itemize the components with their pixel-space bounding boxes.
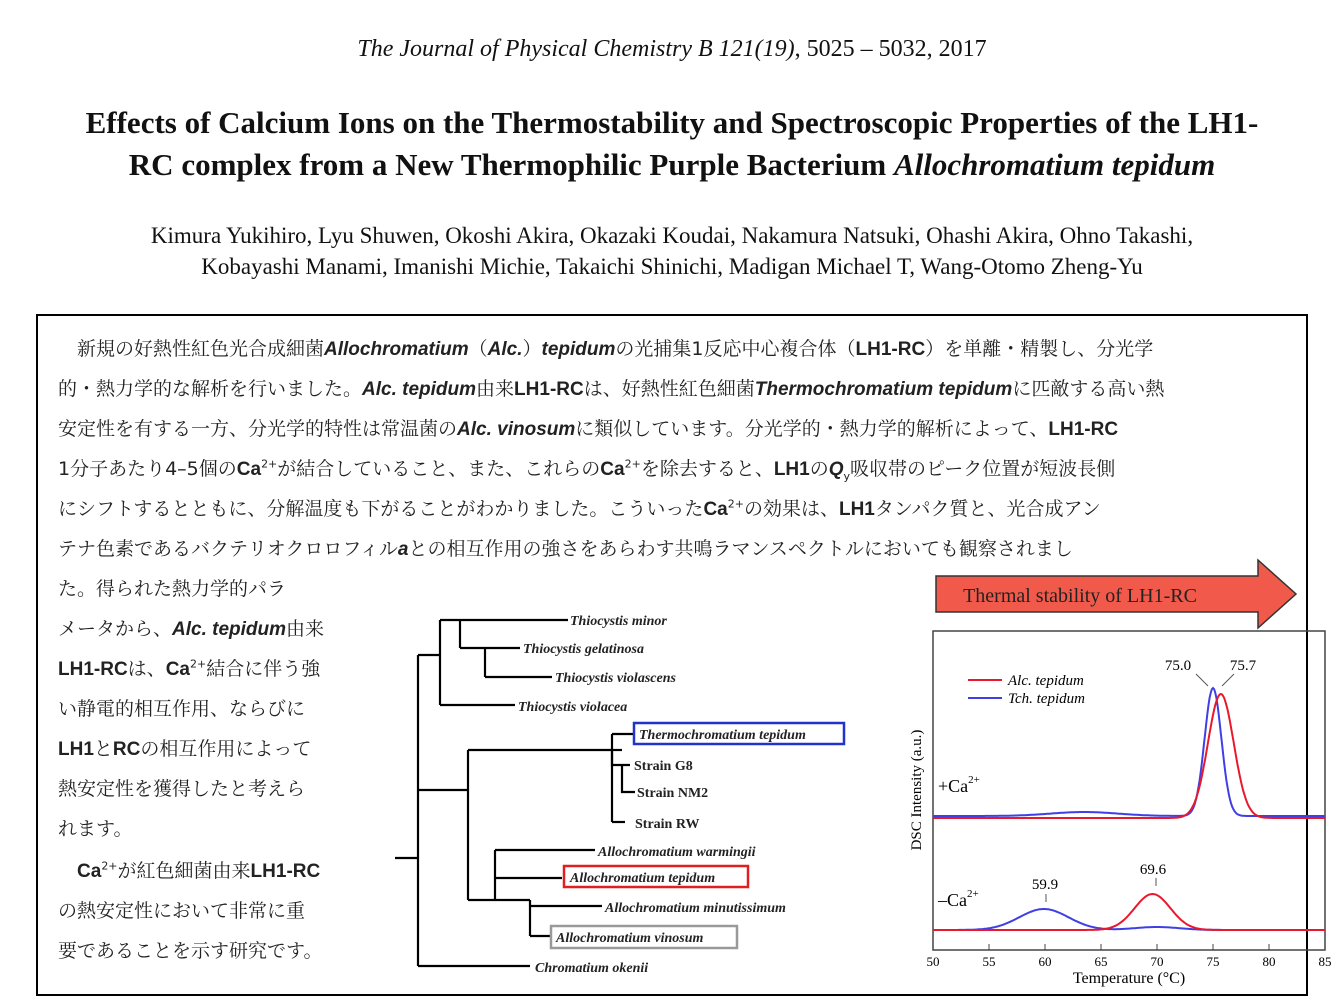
species: Alc. tepidum [172, 619, 287, 640]
author-list [20, 220, 1324, 282]
text: の相互作用によって [140, 738, 312, 760]
curve-alc-tepidum-plus-ca [933, 694, 1325, 818]
text: に類似しています。分光学的・熱力学的解析によって、 [575, 418, 1049, 440]
text: は、好熱性紅色細菌 [583, 378, 755, 400]
taxon-label: Chromatium okenii [535, 961, 649, 976]
taxon-label: Strain G8 [634, 759, 693, 774]
peak-leader [1222, 674, 1234, 686]
x-tick-label: 60 [1038, 954, 1052, 969]
panel-label-plus: $+Ca^{2+}$ [938, 774, 980, 796]
x-tick-label: 50 [926, 954, 940, 969]
legend-entry: Alc. tepidum [1008, 673, 1084, 689]
text: を除去すると、 [640, 458, 774, 480]
species: Allochromatium [324, 339, 469, 360]
left-line-3 [58, 654, 320, 681]
y-axis-label: DSC Intensity (a.u.) [909, 729, 925, 851]
left-line-7 [58, 814, 132, 841]
term: LH1 [838, 499, 875, 520]
peak-label: 75.7 [1229, 658, 1257, 674]
text [58, 860, 77, 882]
abstract-line-1 [58, 334, 1153, 361]
abstract-line-6 [58, 534, 1073, 561]
symbol: Q [828, 459, 844, 480]
left-line-9 [58, 896, 305, 923]
term: Ca [600, 459, 625, 480]
peak-label: 69.6 [1139, 862, 1167, 878]
text: の熱安定性において非常に重 [58, 900, 306, 922]
text: の [809, 458, 829, 480]
text: 新規の好熱性紅色光合成細菌 [58, 338, 325, 360]
x-axis-ticks [927, 944, 1332, 969]
species: tepidum [541, 339, 616, 360]
tree-labels [518, 614, 844, 976]
legend-entry: Tch. tepidum [1008, 691, 1085, 707]
abstract-line-3 [58, 414, 1118, 441]
authors-line-2: Kobayashi Manami, Imanishi Michie, Takaichi Shinichi, Madigan Michael T, Wang-Otomo Zheng-Yu [201, 254, 1143, 279]
text: の効果は、 [743, 498, 839, 520]
term: LH1-RC [250, 861, 321, 882]
text: 結合に伴う強 [206, 658, 321, 680]
taxon-label: Thiocystis gelatinosa [523, 642, 644, 657]
term: Ca [77, 861, 102, 882]
plot-frame [933, 631, 1325, 950]
term: Ca [165, 659, 190, 680]
title-line-2-italic: Allochromatium tepidum [893, 147, 1216, 182]
text: ）を単離・精製し、分光学 [925, 338, 1154, 360]
taxon-label: Thermochromatium tepidum [639, 728, 806, 743]
superscript: 2+ [261, 457, 278, 471]
x-axis-label: Temperature (°C) [1072, 970, 1186, 987]
term: LH1 [773, 459, 810, 480]
text: が結合していること、また、これらの [277, 458, 601, 480]
panel-label-minus: $-Ca^{2+}$ [938, 888, 979, 910]
title-line-2-plain: RC complex from a New Thermophilic Purple Bacterium [128, 147, 894, 182]
abstract-line-2 [58, 374, 1164, 401]
curve-alc-tepidum-minus-ca [933, 894, 1325, 930]
species: Alc. vinosum [457, 419, 576, 440]
taxon-label: Thiocystis minor [570, 614, 667, 629]
superscript: 2+ [101, 859, 118, 873]
superscript: 2+ [624, 457, 641, 471]
superscript: 2+ [727, 497, 744, 511]
arrow-label: Thermal stability of LH1-RC [963, 585, 1197, 607]
taxon-label: Strain RW [635, 817, 700, 832]
taxon-label: Thiocystis violacea [518, 700, 628, 715]
x-tick-label: 65 [1094, 954, 1108, 969]
text: れます。 [58, 818, 133, 840]
text: た。得られた熱力学的パラ [58, 578, 287, 600]
peak-label: 59.9 [1031, 877, 1059, 893]
text: にシフトするとともに、分解温度も下がることがわかりました。こういった [58, 498, 704, 520]
term: LH1-RC [855, 339, 926, 360]
text: 由来 [286, 618, 325, 640]
text: 要であることを示す研究です。 [58, 940, 323, 962]
title-line-2 [20, 144, 1324, 186]
dsc-chart [909, 631, 1332, 987]
text: ） [522, 338, 542, 360]
text: 1分子あたり4–5個の [58, 458, 237, 480]
figure [390, 560, 1332, 996]
text: タンパク質と、光合成アン [874, 498, 1101, 520]
text: い静電的相互作用、ならびに [58, 698, 306, 720]
paper-title [20, 102, 1324, 186]
term: LH1-RC [514, 379, 584, 400]
x-tick-label: 85 [1318, 954, 1332, 969]
text: 吸収帯のピーク位置が短波長側 [850, 458, 1116, 480]
left-line-4 [58, 694, 305, 721]
peak-label: 75.0 [1164, 658, 1192, 674]
left-line-2 [58, 614, 324, 641]
curve-tch-tepidum-plus-ca [933, 688, 1325, 816]
subscript: y [843, 469, 851, 483]
species: Alc. tepidum [362, 379, 477, 400]
left-line-1 [58, 574, 286, 601]
text: メータから、 [58, 618, 173, 640]
term: LH1 [58, 739, 94, 760]
text: との相互作用の強さをあらわす共鳴ラマンスペクトルにおいても観察されまし [408, 538, 1073, 560]
term: Ca [236, 459, 262, 480]
authors-line-1: Kimura Yukihiro, Lyu Shuwen, Okoshi Akira, Okazaki Koudai, Nakamura Natsuki, Ohashi Akira, Ohno Takashi, [150, 223, 1194, 248]
text: 由来 [476, 378, 515, 400]
left-line-8 [58, 856, 320, 883]
curve-tch-tepidum-minus-ca [933, 909, 1325, 930]
text: （ [468, 338, 488, 360]
species: Alc. [487, 339, 523, 360]
legend [968, 673, 1085, 707]
journal-pages: , 5025 – 5032, 2017 [794, 36, 987, 62]
x-tick-label: 55 [982, 954, 996, 969]
term: LH1-RC [1048, 419, 1119, 440]
journal-name: The Journal of Physical Chemistry B 121(19) [357, 36, 795, 62]
thermal-stability-arrow [936, 560, 1296, 628]
text: 的・熱力学的な解析を行いました。 [58, 378, 363, 400]
journal-citation [0, 36, 1344, 63]
abstract-box [36, 314, 1332, 996]
x-tick-label: 75 [1206, 954, 1220, 969]
superscript: 2+ [189, 657, 207, 671]
left-line-10 [58, 936, 322, 963]
text: 安定性を有する一方、分光学的特性は常温菌の [58, 418, 458, 440]
taxon-label: Thiocystis violascens [555, 671, 676, 686]
x-tick-label: 70 [1150, 954, 1164, 969]
text: が紅色細菌由来 [117, 860, 251, 882]
symbol: a [397, 539, 409, 560]
title-line-1: Effects of Calcium Ions on the Thermostability and Spectroscopic Properties of the LH1- [85, 105, 1259, 140]
taxon-label: Allochromatium minutissimum [605, 901, 786, 916]
x-tick-label: 80 [1262, 954, 1276, 969]
species: Thermochromatium tepidum [754, 379, 1013, 400]
text: に匹敵する高い熱 [1012, 378, 1165, 400]
text: と [93, 738, 113, 760]
abstract-line-5 [58, 494, 1101, 521]
term: RC [112, 739, 141, 760]
taxon-label: Allochromatium vinosum [556, 931, 704, 946]
taxon-label: Allochromatium warmingii [598, 845, 756, 860]
taxon-label: Strain NM2 [637, 786, 709, 801]
text: は、 [127, 658, 166, 680]
abstract-line-4 [58, 454, 1115, 483]
left-line-5 [58, 734, 311, 761]
taxon-label: Allochromatium tepidum [570, 871, 716, 886]
text: の光捕集1反応中心複合体（ [615, 338, 856, 360]
term: LH1-RC [58, 659, 128, 680]
text: 熱安定性を獲得したと考えら [58, 778, 306, 800]
peak-leader [1196, 674, 1208, 686]
term: Ca [703, 499, 728, 520]
left-line-6 [58, 774, 305, 801]
text: テナ色素であるバクテリオクロロフィル [58, 538, 398, 560]
